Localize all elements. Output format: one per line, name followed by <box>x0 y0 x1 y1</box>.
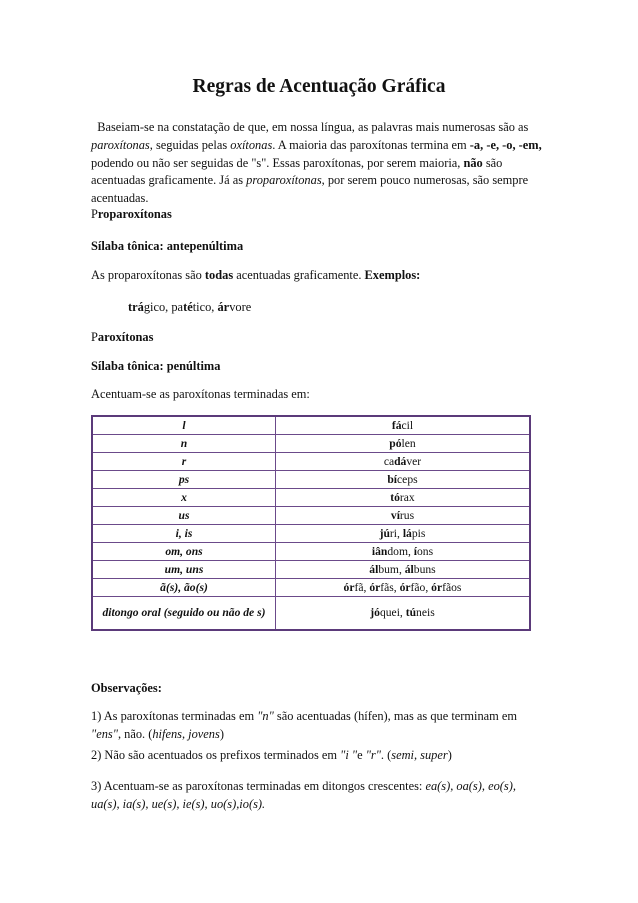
parox-silaba: Sílaba tônica: penúltima <box>91 359 221 373</box>
example-part: ár <box>217 300 230 314</box>
example-cell <box>276 489 531 507</box>
example-part: ór <box>343 580 355 594</box>
table-row <box>92 507 530 525</box>
example-part: bum, <box>378 562 405 576</box>
ending-cell: ps <box>92 471 276 489</box>
example-cell <box>276 525 531 543</box>
table-row <box>92 543 530 561</box>
ending-cell: us <box>92 507 276 525</box>
ending-cell: ditongo oral (seguido ou não de s) <box>92 597 276 631</box>
example-part: fãs, <box>380 580 400 594</box>
ending-cell: r <box>92 453 276 471</box>
obs-text: ) <box>447 748 452 762</box>
intro-text-5: são acentuadas graficamente. Já as <box>91 155 503 188</box>
table-row <box>92 489 530 507</box>
example-part: tico, <box>192 300 218 314</box>
heading-rest: aroxítonas <box>97 330 154 344</box>
example-part: neis <box>416 606 435 619</box>
ending-cell: ã(s), ão(s) <box>92 579 276 597</box>
example-cell <box>276 561 531 579</box>
heading-initial: P <box>91 330 98 344</box>
obs-italic: hifens, jovens <box>152 726 220 741</box>
obs-text: 3) Acentuam-se as paroxítonas terminadas em ditongos crescentes: <box>91 779 426 793</box>
ending-cell: n <box>92 435 276 453</box>
page-title: Regras de Acentuação Gráfica <box>192 76 446 97</box>
intro-proparoxitonas: proparoxítonas <box>246 173 322 188</box>
proparox-silaba: Sílaba tônica: antepenúltima <box>91 239 244 253</box>
example-part: jó <box>370 606 380 619</box>
ending-cell: om, ons <box>92 543 276 561</box>
example-cell <box>276 579 531 597</box>
heading-rest: roparoxítonas <box>97 207 172 221</box>
table-row <box>92 525 530 543</box>
parox-intro: Acentuam-se as paroxítonas terminadas em: <box>91 387 310 401</box>
example-part: ál <box>404 562 414 576</box>
table-row <box>92 416 530 435</box>
example-part: buns <box>413 562 436 576</box>
table-row <box>92 597 530 631</box>
example-part: trá <box>128 300 144 314</box>
obs-italic: semi, super <box>391 748 448 762</box>
obs-italic: "n" <box>257 709 274 723</box>
example-part: iân <box>371 544 388 558</box>
example-cell <box>276 453 531 471</box>
example-part: tó <box>390 490 400 504</box>
example-part: rax <box>399 490 415 504</box>
example-part: fá <box>391 418 402 432</box>
example-cell <box>276 416 531 435</box>
obs-italic: "r" <box>365 748 381 762</box>
example-part: pó <box>389 436 402 450</box>
example-part: tú <box>405 606 417 619</box>
table-row <box>92 561 530 579</box>
observacao-3 <box>91 778 547 814</box>
rule-bold: todas <box>204 268 234 282</box>
example-part: ver <box>406 454 422 468</box>
intro-text-4: podendo ou não ser seguidas de "s". Essas paroxítonas, por serem maioria, <box>91 155 464 170</box>
intro-endings: -a, -e, -o, -em, <box>469 137 542 152</box>
intro-paroxitonas: paroxítonas <box>91 137 150 152</box>
intro-text-6: , por serem pouco numerosas, são sempre acentuadas. <box>91 173 529 206</box>
obs-text: , não. ( <box>117 726 153 741</box>
table-row <box>92 435 530 453</box>
obs-text: 1) As paroxítonas terminadas em <box>91 709 258 723</box>
table-row <box>92 579 530 597</box>
ending-cell: i, is <box>92 525 276 543</box>
ending-cell: x <box>92 489 276 507</box>
example-part: dá <box>394 454 407 468</box>
example-part: ca <box>383 454 395 468</box>
example-part: gico, <box>143 300 172 314</box>
obs-text: ) <box>219 726 224 741</box>
exemplos-label: Exemplos: <box>364 268 421 282</box>
example-part: ceps <box>397 472 418 486</box>
intro-oxitonas: oxítonas <box>230 137 273 152</box>
rule-post: acentuadas graficamente. <box>233 268 365 282</box>
obs-text: e <box>357 748 366 762</box>
example-part: len <box>401 436 416 450</box>
example-part: ri, <box>389 526 403 540</box>
proparoxitonas-heading <box>91 207 172 222</box>
obs-text: são acentuadas (hífen), mas as que terminam em <box>273 709 518 723</box>
intro-text-3: . A maioria das paroxítonas termina em <box>272 137 470 152</box>
ending-cell: l <box>92 416 276 435</box>
example-part: vore <box>229 300 252 314</box>
obs-text: 2) Não são acentuados os prefixos terminados em <box>91 748 341 762</box>
observacao-1 <box>91 708 547 744</box>
example-part: cil <box>401 418 414 432</box>
example-part: ór <box>431 580 443 594</box>
table-row <box>92 453 530 471</box>
intro-text-1: Baseiam-se na constatação de que, em nossa língua, as palavras mais numerosas são as <box>97 120 529 134</box>
example-part: fãos <box>442 580 462 594</box>
example-part: ví <box>390 508 400 522</box>
example-cell <box>276 543 531 561</box>
example-part: ór <box>369 580 381 594</box>
paroxitonas-heading <box>91 330 153 345</box>
example-part: fão, <box>410 580 432 594</box>
proparox-rule <box>91 268 420 283</box>
example-part: pis <box>411 526 426 540</box>
example-part: té <box>183 300 193 314</box>
example-part: ál <box>369 562 379 576</box>
observacao-2 <box>91 748 452 763</box>
example-cell <box>276 507 531 525</box>
example-part: rus <box>399 508 415 522</box>
intro-nao: não <box>463 155 483 170</box>
example-part: ons <box>417 544 434 558</box>
example-part: pa <box>171 300 184 314</box>
observacoes-heading: Observações: <box>91 681 162 695</box>
example-part: dom, <box>387 544 414 558</box>
obs-italic: "ens" <box>91 726 118 741</box>
intro-text-2: , seguidas pelas <box>149 137 231 152</box>
obs-italic: "i " <box>340 748 358 762</box>
example-part: ór <box>399 580 411 594</box>
endings-table <box>91 415 531 631</box>
example-cell <box>276 597 531 631</box>
table-row <box>92 471 530 489</box>
example-cell <box>276 471 531 489</box>
example-part: lá <box>402 526 412 540</box>
intro-paragraph <box>91 119 547 208</box>
example-cell <box>276 435 531 453</box>
rule-pre: As proparoxítonas são <box>91 268 205 282</box>
ending-cell: um, uns <box>92 561 276 579</box>
example-part: í <box>413 544 417 558</box>
example-part: quei, <box>379 606 406 619</box>
example-part: jú <box>379 526 390 540</box>
example-part: bí <box>387 472 398 486</box>
example-part: fã, <box>354 580 370 594</box>
heading-initial: P <box>91 207 98 221</box>
obs-italic: ea(s), oa(s), eo(s), ua(s), ia(s), ue(s), ie(s), uo(s),io(s). <box>91 779 516 811</box>
obs-text: . ( <box>380 748 392 762</box>
proparox-examples <box>128 300 251 315</box>
